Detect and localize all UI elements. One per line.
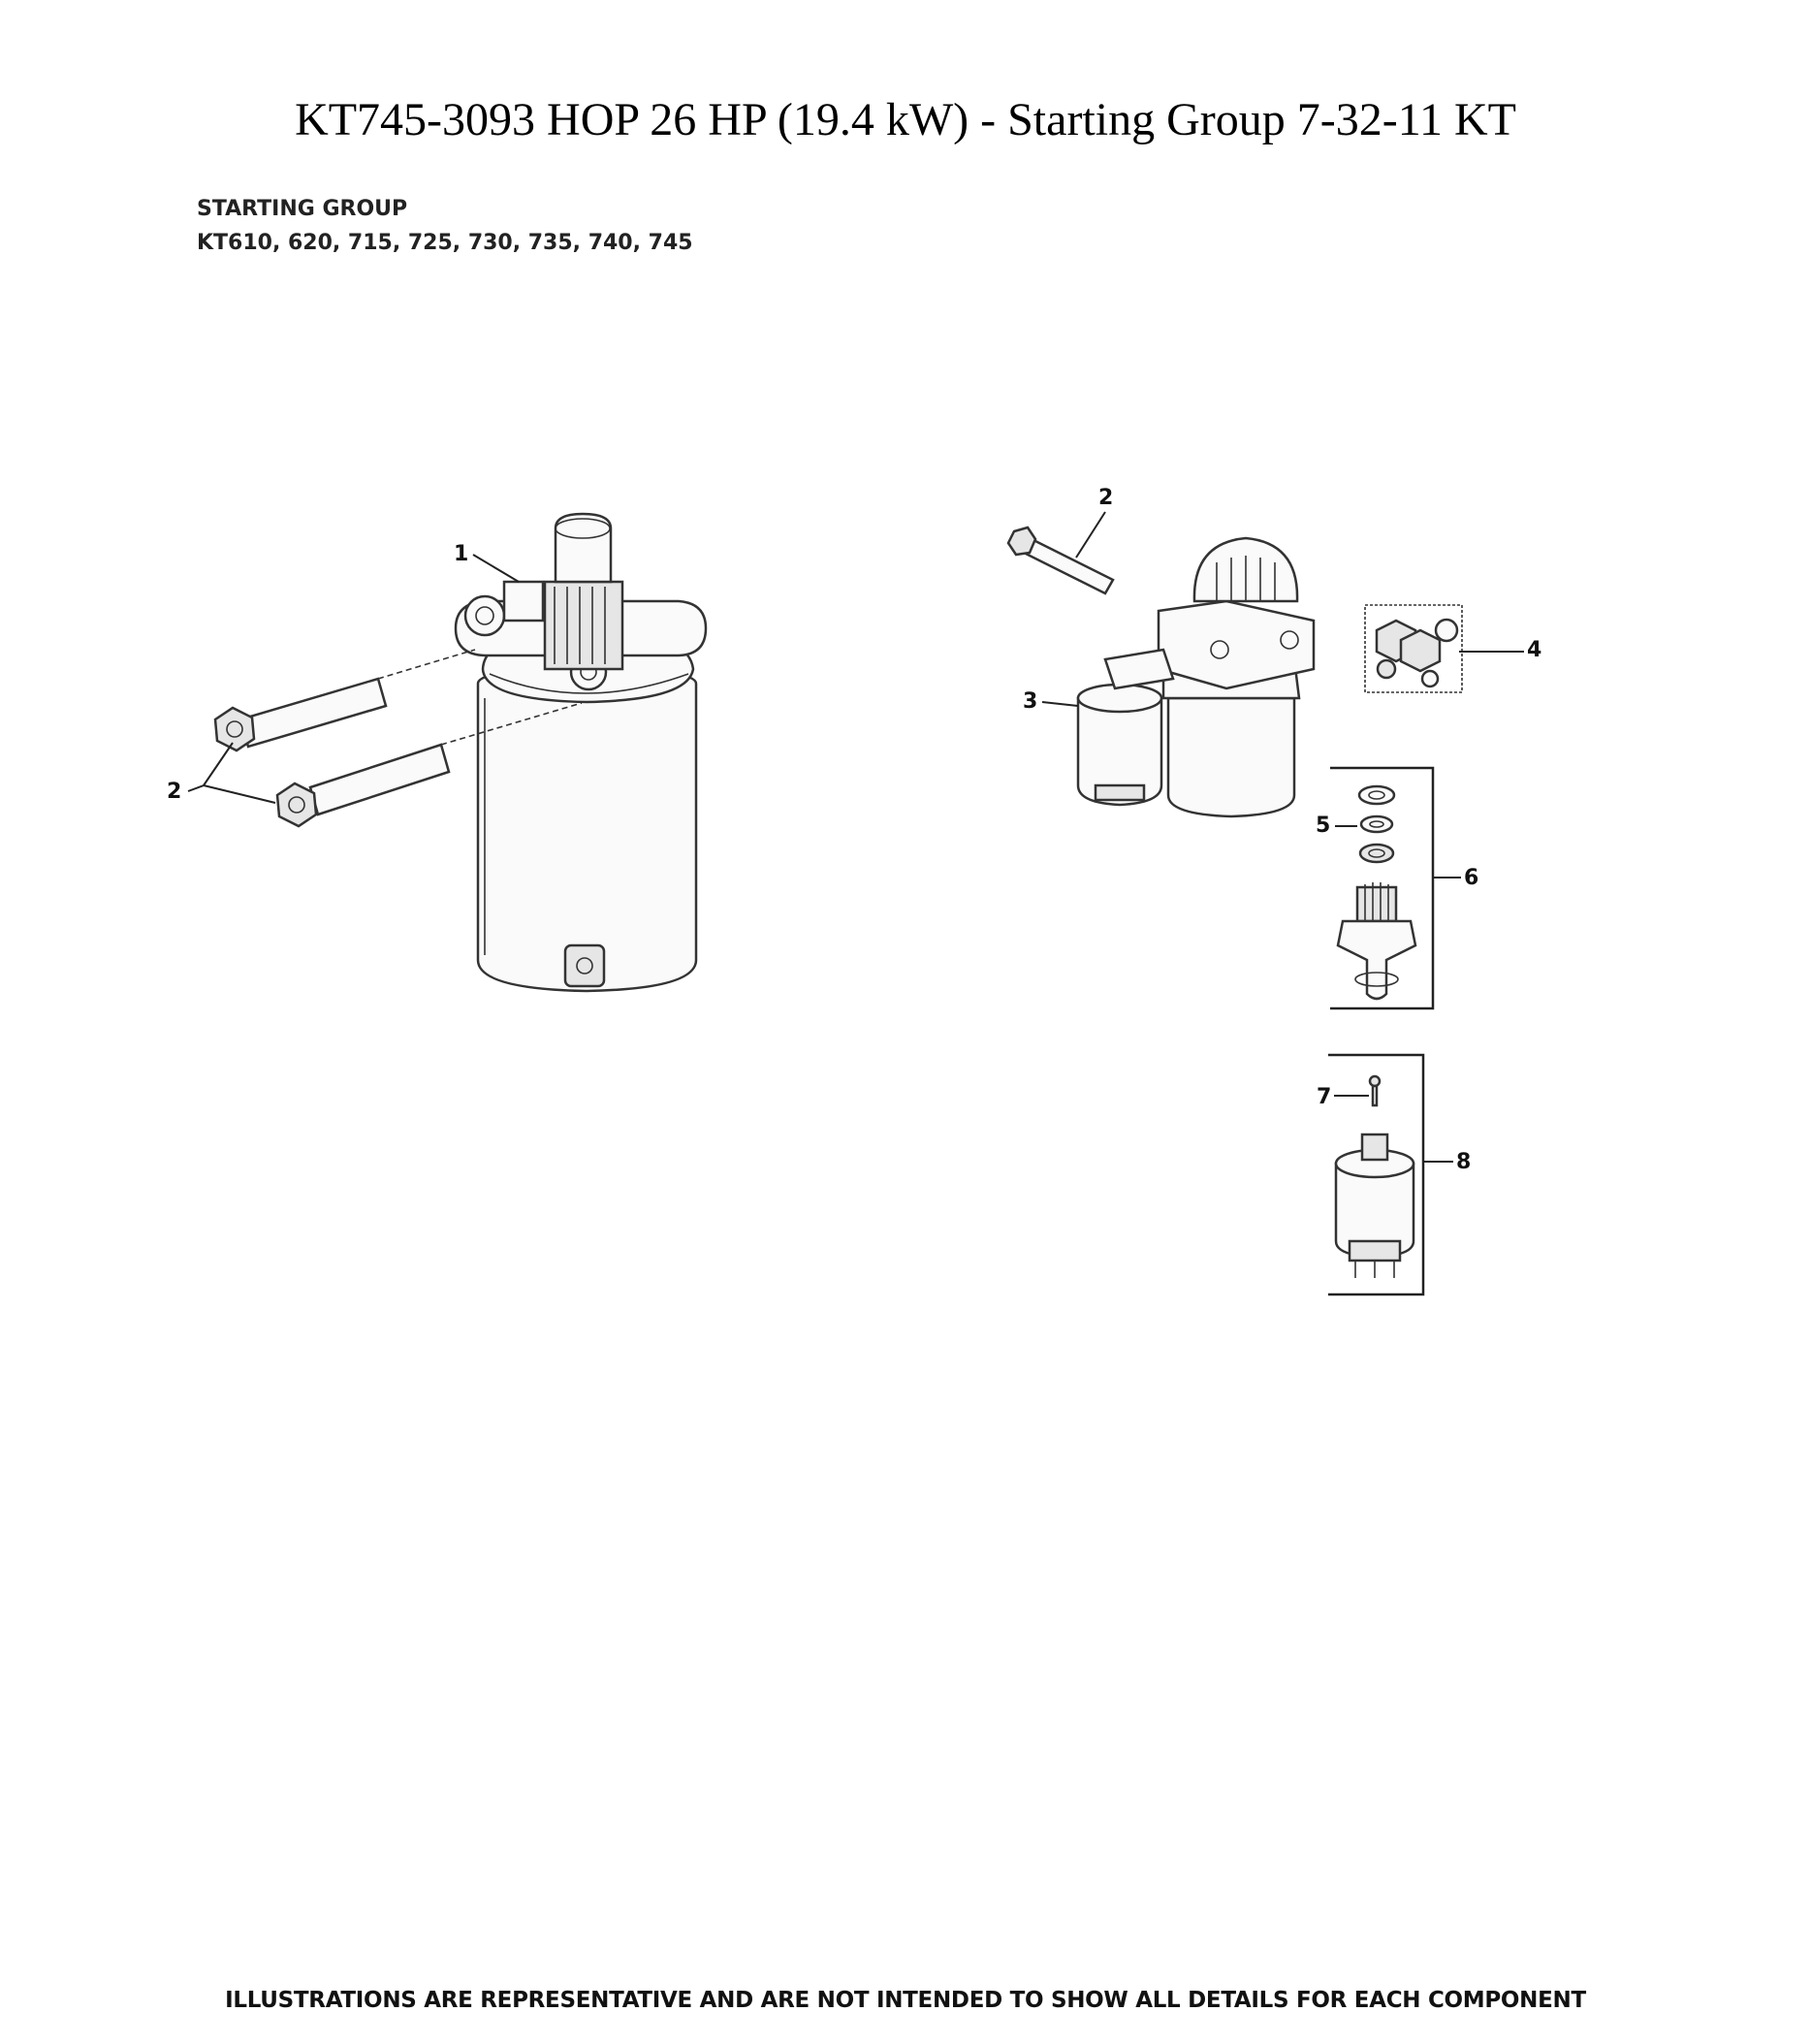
callout-2-right: 2 <box>1098 486 1114 510</box>
callout-7: 7 <box>1317 1085 1332 1109</box>
group-title: STARTING GROUP <box>197 197 408 221</box>
callout-2-left: 2 <box>167 780 182 804</box>
bolt-upper-left <box>215 650 475 751</box>
bolt-right <box>1008 527 1113 593</box>
drive-kit <box>1330 768 1433 1008</box>
model-list: KT610, 620, 715, 725, 730, 735, 740, 745 <box>197 231 693 255</box>
callout-3: 3 <box>1023 689 1038 714</box>
callout-6: 6 <box>1464 866 1479 890</box>
page-title: KT745-3093 HOP 26 HP (19.4 kW) - Starting Group 7-32-11 KT <box>295 94 1516 145</box>
starter-motor-left <box>456 514 706 991</box>
callout-1: 1 <box>454 542 469 566</box>
disclaimer: ILLUSTRATIONS ARE REPRESENTATIVE AND ARE NOT INTENDED TO SHOW ALL DETAILS FOR EACH COMPONENT <box>225 1988 1586 2013</box>
callout-5: 5 <box>1316 814 1331 838</box>
hardware-kit <box>1365 605 1462 692</box>
solenoid-kit <box>1328 1055 1423 1294</box>
callout-8: 8 <box>1456 1150 1472 1174</box>
callout-4: 4 <box>1527 638 1542 662</box>
